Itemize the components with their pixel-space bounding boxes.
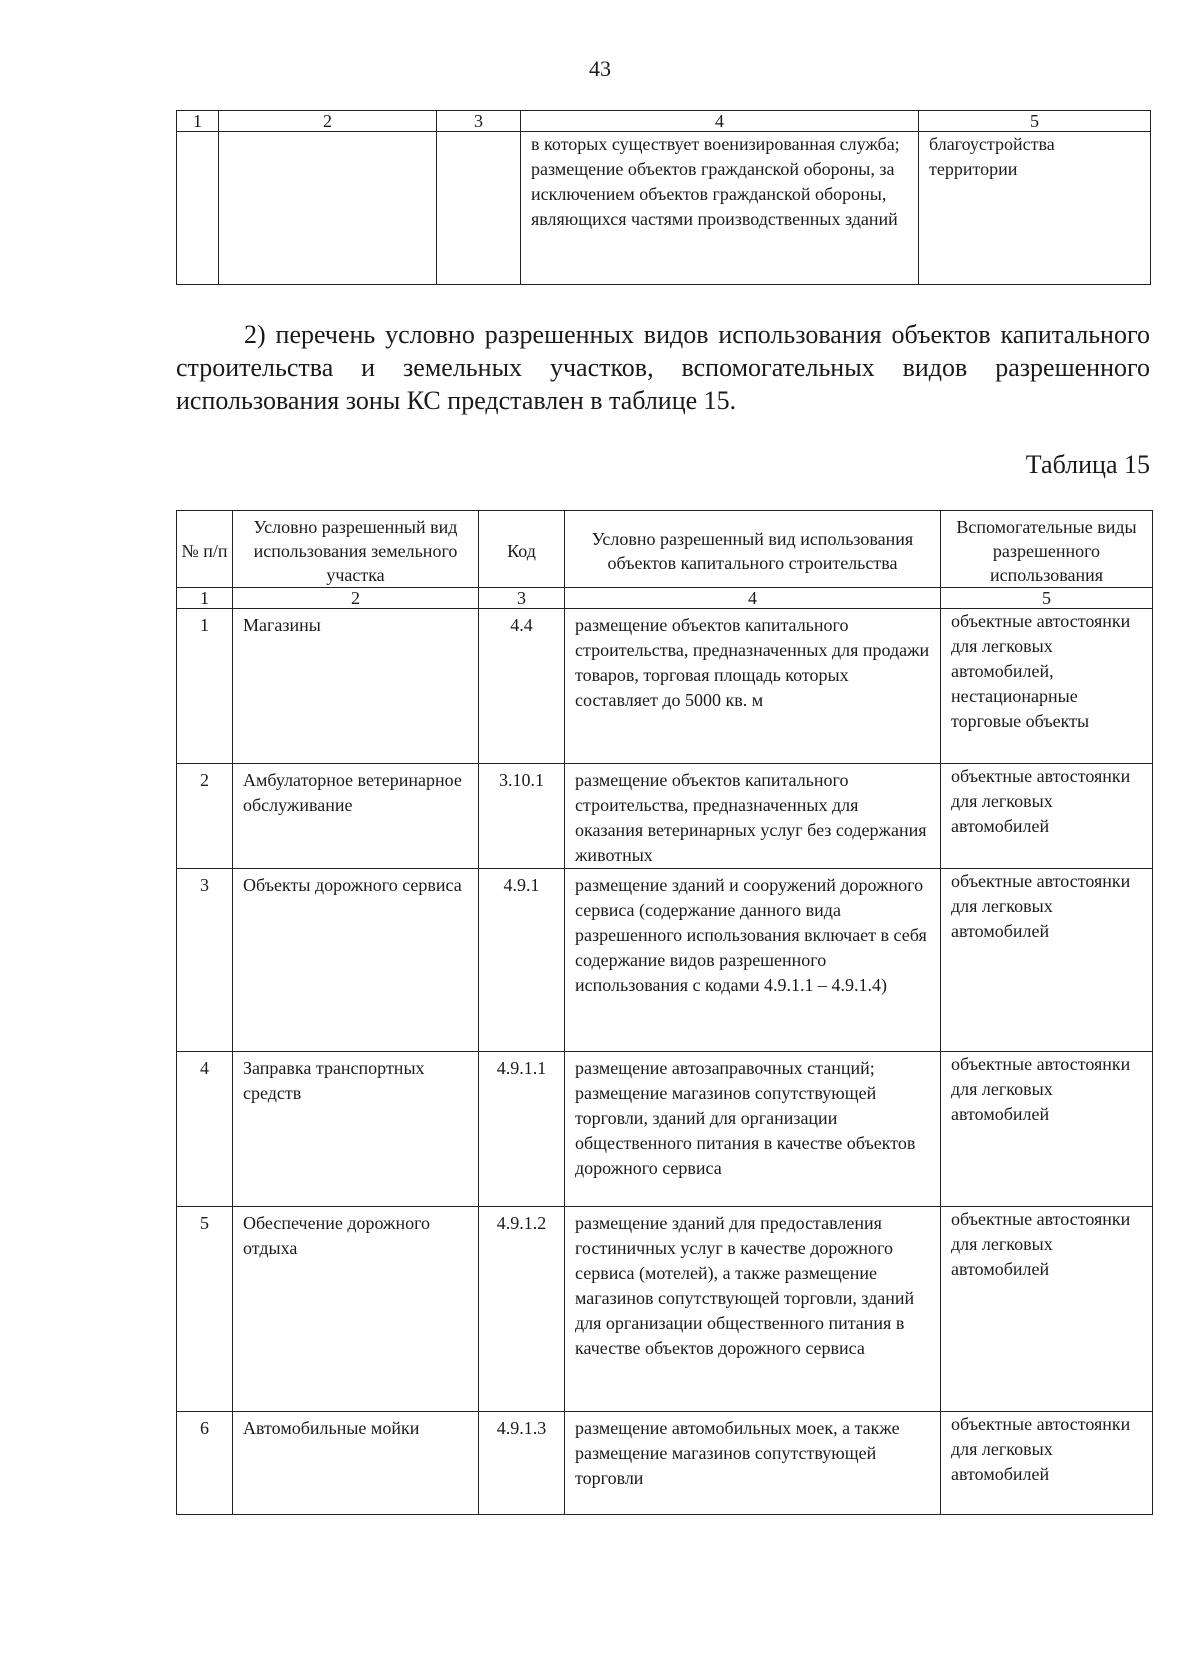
cell-auxiliary: объектные автостоянки для легковых автомобилей [941, 869, 1153, 1052]
column-number: 1 [177, 111, 219, 132]
cell-description: размещение автозаправочных станций; размещение магазинов сопутствующей торговли, зданий для организации общественного питания в качестве объектов дорожного сервиса [565, 1052, 941, 1207]
table-caption: Таблица 15 [1025, 450, 1150, 479]
cell-auxiliary: объектные автостоянки для легковых автомобилей [941, 764, 1153, 869]
continuation-table [176, 110, 1151, 285]
page-number: 43 [589, 56, 611, 81]
cell-land-use: Магазины [233, 609, 479, 764]
table-row [177, 1052, 1153, 1207]
header-auxiliary: Вспомогательные виды разрешенного использования [941, 511, 1153, 588]
column-number: 2 [219, 111, 437, 132]
cell-index [177, 132, 219, 285]
cell-index: 1 [177, 609, 233, 764]
column-number: 2 [233, 588, 479, 609]
cell-land-use: Амбулаторное ветеринарное обслуживание [233, 764, 479, 869]
cell-description: размещение объектов капитального строительства, предназначенных для продажи товаров, торговая площадь которых составляет до 5000 кв. м [565, 609, 941, 764]
cell-index: 4 [177, 1052, 233, 1207]
cell-description: в которых существует военизированная служба; размещение объектов гражданской обороны, за исключением объектов гражданской обороны, являющихся частями производственных зданий [521, 132, 919, 285]
column-number: 4 [521, 111, 919, 132]
column-number: 3 [437, 111, 521, 132]
column-number-row [177, 588, 1153, 609]
table-row [177, 1207, 1153, 1412]
cell-land-use: Заправка транспортных средств [233, 1052, 479, 1207]
table-row [177, 869, 1153, 1052]
cell-land-use: Объекты дорожного сервиса [233, 869, 479, 1052]
cell-description: размещение объектов капитального строительства, предназначенных для оказания ветеринарных услуг без содержания животных [565, 764, 941, 869]
table-row [177, 132, 1151, 285]
cell-index: 2 [177, 764, 233, 869]
header-code: Код [479, 511, 565, 588]
body-paragraph: 2) перечень условно разрешенных видов использования объектов капитального строительства и земельных участков, вспомогательных видов разрешенного использования зоны КС представлен в таблице 15. [176, 320, 1150, 415]
cell-auxiliary: объектные автостоянки для легковых автомобилей [941, 1052, 1153, 1207]
cell-code: 4.9.1.1 [479, 1052, 565, 1207]
column-number: 3 [479, 588, 565, 609]
header-description: Условно разрешенный вид использования объектов капитального строительства [565, 511, 941, 588]
cell-code [437, 132, 521, 285]
table-15 [176, 510, 1153, 1515]
cell-index: 3 [177, 869, 233, 1052]
cell-index: 6 [177, 1412, 233, 1515]
cell-code: 4.4 [479, 609, 565, 764]
table-row [177, 1412, 1153, 1515]
cell-auxiliary: объектные автостоянки для легковых автомобилей [941, 1412, 1153, 1515]
header-land-use: Условно разрешенный вид использования земельного участка [233, 511, 479, 588]
cell-code: 3.10.1 [479, 764, 565, 869]
cell-code: 4.9.1.3 [479, 1412, 565, 1515]
cell-index: 5 [177, 1207, 233, 1412]
cell-auxiliary: объектные автостоянки для легковых автомобилей, нестационарные торговые объекты [941, 609, 1153, 764]
cell-description: размещение автомобильных моек, а также размещение магазинов сопутствующей торговли [565, 1412, 941, 1515]
table-row [177, 609, 1153, 764]
cell-description: размещение зданий для предоставления гостиничных услуг в качестве дорожного сервиса (мотелей), а также размещение магазинов сопутствующей торговли, зданий для организации общественного питания в качестве объектов дорожного сервиса [565, 1207, 941, 1412]
column-number: 5 [919, 111, 1151, 132]
cell-code: 4.9.1 [479, 869, 565, 1052]
cell-auxiliary: объектные автостоянки для легковых автомобилей [941, 1207, 1153, 1412]
cell-description: размещение зданий и сооружений дорожного сервиса (содержание данного вида разрешенного использования включает в себя содержание видов разрешенного использования с кодами 4.9.1.1 – 4.9.1.4) [565, 869, 941, 1052]
header-index: № п/п [177, 511, 233, 588]
cell-land-use: Автомобильные мойки [233, 1412, 479, 1515]
cell-code: 4.9.1.2 [479, 1207, 565, 1412]
column-number: 1 [177, 588, 233, 609]
cell-auxiliary: благоустройства территории [919, 132, 1151, 285]
cell-land-use [219, 132, 437, 285]
column-number: 5 [941, 588, 1153, 609]
table-row [177, 764, 1153, 869]
column-number-row [177, 111, 1151, 132]
column-number: 4 [565, 588, 941, 609]
header-row [177, 511, 1153, 588]
cell-land-use: Обеспечение дорожного отдыха [233, 1207, 479, 1412]
